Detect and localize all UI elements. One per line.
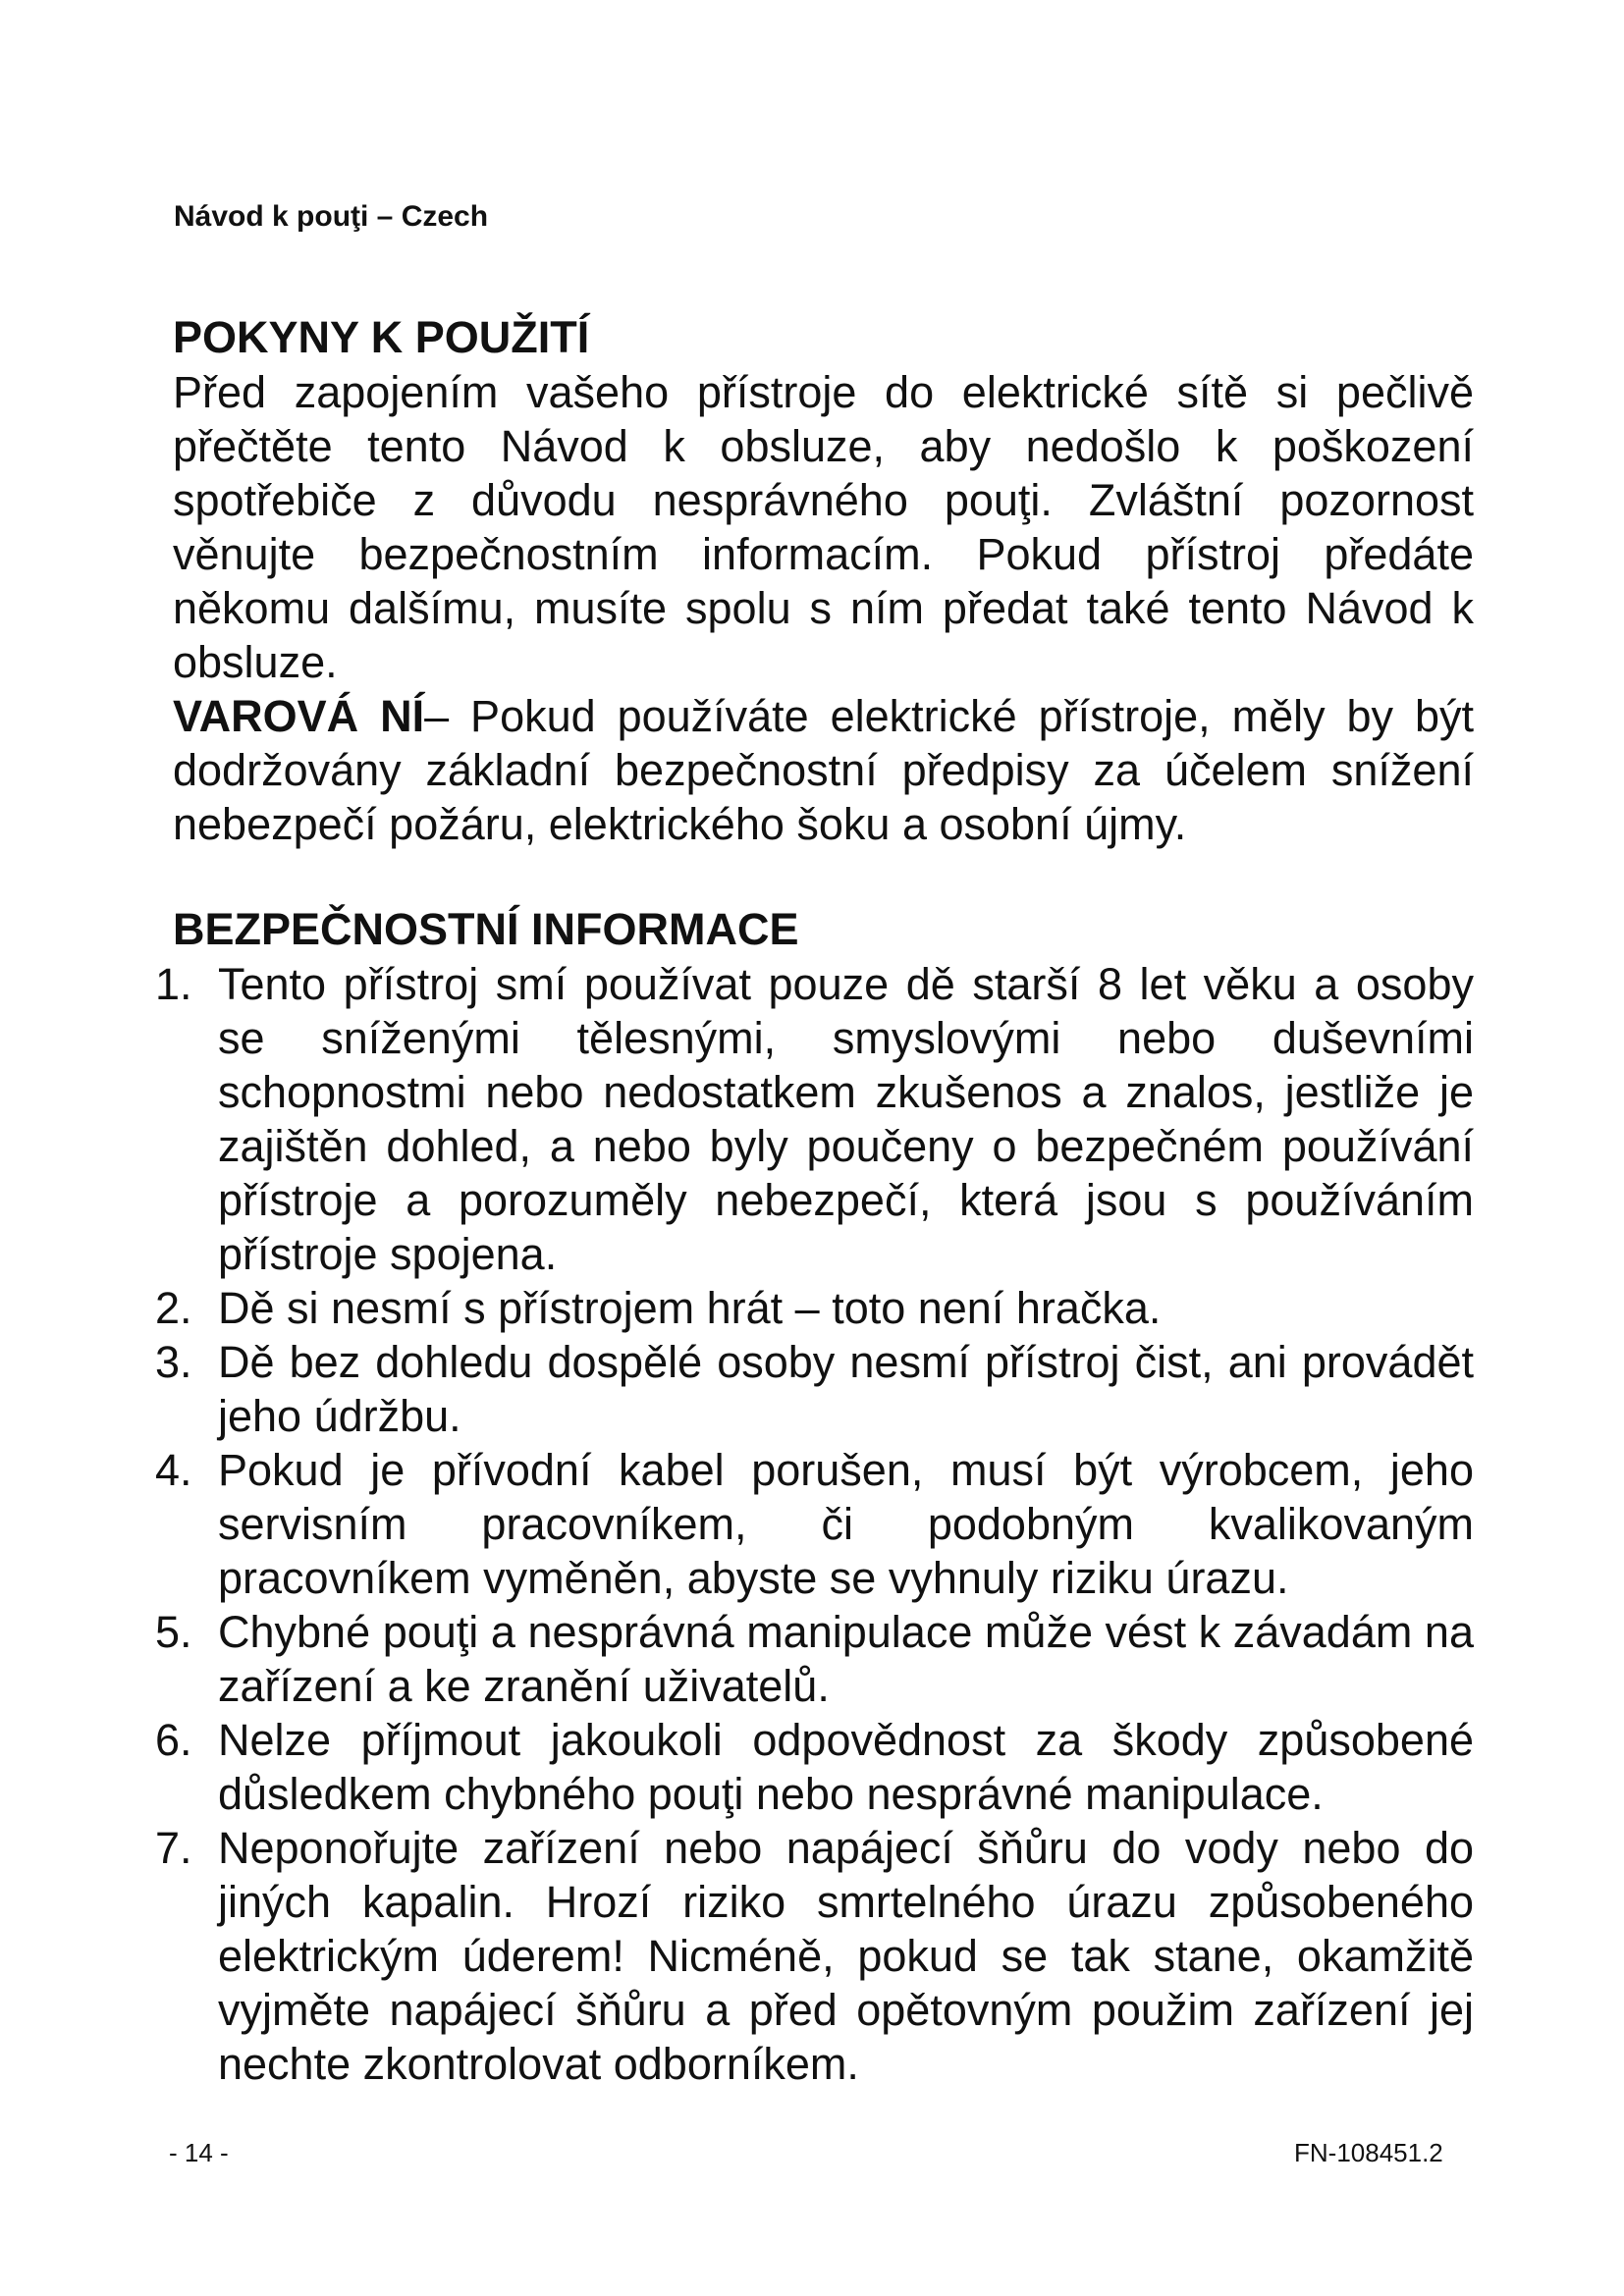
safety-item-1 <box>155 957 1474 1281</box>
safety-item-number: 1. <box>155 959 192 1009</box>
safety-information-section <box>155 902 1474 2091</box>
warning-text: – Pokud používáte elektrické přístroje, měly by být dodržovány základní bezpečnostní předpisy za účelem snížení nebezpečí požáru, elektrického šoku a osobní újmy. <box>173 691 1474 849</box>
safety-information-title: BEZPEČNOSTNÍ INFORMACE <box>173 904 799 954</box>
safety-item-text: Dě si nesmí s přístrojem hrát – toto není hračka. <box>218 1283 1162 1333</box>
safety-item-number: 7. <box>155 1823 192 1873</box>
safety-item-number: 3. <box>155 1337 192 1387</box>
page-number: - 14 - <box>169 2138 229 2167</box>
safety-item-number: 4. <box>155 1445 192 1495</box>
safety-item-4 <box>155 1443 1474 1605</box>
document-header-label: Návod k pouţi – Czech <box>174 200 489 233</box>
warning-paragraph <box>173 689 1474 851</box>
safety-item-text: Nelze příjmout jakoukoli odpovědnost za škody způsobené důsledkem chybného pouţi nebo nesprávné manipulace. <box>218 1715 1474 1819</box>
usage-instructions-intro: Před zapojením vašeho přístroje do elektrické sítě si pečlivě přečtěte tento Návod k obsluze, aby nedošlo k poškození spotřebiče z důvodu nesprávného pouţi. Zvláštní pozornost věnujte bezpečnostním informacím. Pokud přístroj předáte někomu dalšímu, musíte spolu s ním předat také tento Návod k obsluze. <box>173 367 1474 687</box>
safety-item-number: 6. <box>155 1715 192 1765</box>
safety-item-number: 2. <box>155 1283 192 1333</box>
document-code: FN-108451.2 <box>1294 2138 1443 2167</box>
safety-item-7 <box>155 1821 1474 2091</box>
document-content <box>155 310 1474 2091</box>
warning-label: VAROVÁ NÍ <box>173 691 425 741</box>
safety-item-6 <box>155 1713 1474 1821</box>
safety-item-text: Chybné pouţi a nesprávná manipulace může vést k závadám na zařízení a ke zranění uživatelů. <box>218 1607 1474 1711</box>
safety-item-text: Tento přístroj smí používat pouze dě starší 8 let věku a osoby se sníženými tělesnými, smyslovými nebo duševními schopnostmi nebo nedostatkem zkušenos a znalos, jestliže je zajištěn dohled, a nebo byly poučeny o bezpečném používání přístroje a porozuměly nebezpečí, která jsou s používáním přístroje spojena. <box>218 959 1474 1279</box>
safety-information-list <box>155 957 1474 2091</box>
safety-item-text: Neponořujte zařízení nebo napájecí šňůru do vody nebo do jiných kapalin. Hrozí riziko smrtelného úrazu způsobeného elektrickým úderem! Nicméně, pokud se tak stane, okamžitě vyjměte napájecí šňůru a před opětovným použim zařízení jej nechte zkontrolovat odborníkem. <box>218 1823 1474 2089</box>
safety-item-2 <box>155 1281 1474 1335</box>
usage-instructions-title: POKYNY K POUŽITÍ <box>173 312 590 362</box>
safety-item-text: Pokud je přívodní kabel porušen, musí být výrobcem, jeho servisním pracovníkem, či podobným kvalikovaným pracovníkem vyměněn, abyste se vyhnuly riziku úrazu. <box>218 1445 1474 1603</box>
usage-instructions-section <box>173 310 1474 851</box>
safety-item-5 <box>155 1605 1474 1713</box>
safety-item-3 <box>155 1335 1474 1443</box>
safety-item-number: 5. <box>155 1607 192 1657</box>
safety-item-text: Dě bez dohledu dospělé osoby nesmí přístroj čist, ani provádět jeho údržbu. <box>218 1337 1474 1441</box>
